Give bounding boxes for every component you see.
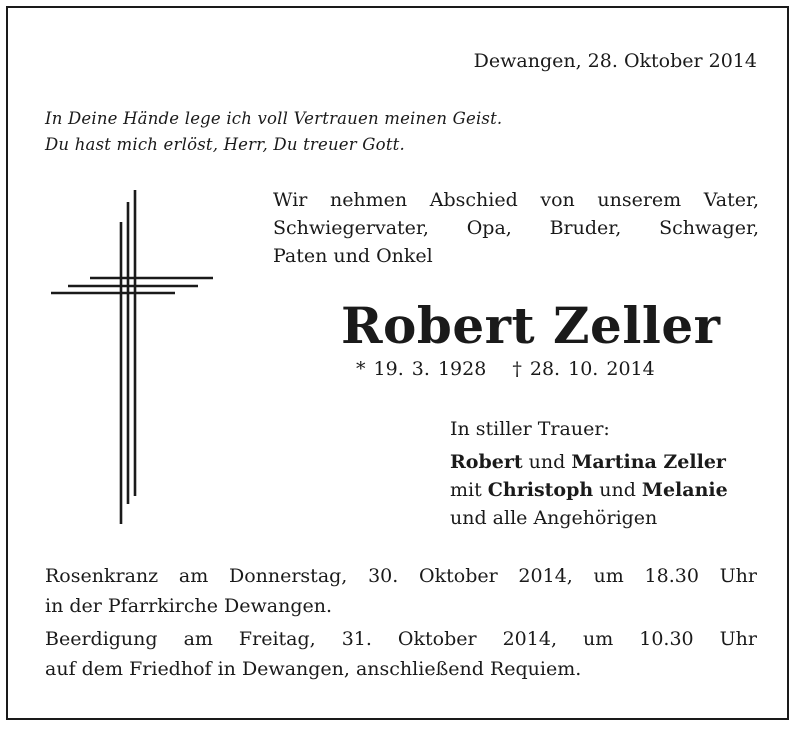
verse-line: In Deine Hände lege ich voll Vertrauen meinen Geist.: [45, 109, 503, 128]
obituary-notice: [6, 6, 789, 720]
farewell-line: Schwiegervater, Opa, Bruder, Schwager,: [273, 217, 759, 239]
funeral-line: auf dem Friedhof in Dewangen, anschließend Requiem.: [45, 658, 582, 680]
deceased-name: Robert Zeller: [341, 296, 721, 355]
rosary-info: [45, 561, 757, 621]
funeral-info: [45, 624, 757, 684]
farewell-line-last: Paten und Onkel: [273, 245, 433, 267]
farewell-line: Wir nehmen Abschied von unserem Vater,: [273, 189, 759, 211]
rosary-line: Rosenkranz am Donnerstag, 30. Oktober 2014, um 18.30 Uhr: [45, 565, 757, 587]
place-date: Dewangen, 28. Oktober 2014: [473, 50, 757, 72]
birth-date: * 19. 3. 1928: [356, 358, 487, 380]
mourner-name: Martina Zeller: [571, 451, 726, 473]
bible-verse: [45, 106, 502, 158]
mourning-heading: In stiller Trauer:: [450, 418, 610, 440]
rosary-line: in der Pfarrkirche Dewangen.: [45, 595, 333, 617]
life-dates: [356, 358, 655, 380]
latin-cross-icon: [48, 186, 223, 538]
mourners-line: mit Christoph und Melanie: [450, 479, 728, 501]
mourner-name: Robert: [450, 451, 523, 473]
mourners-line: Robert und Martina Zeller: [450, 451, 726, 473]
funeral-line: Beerdigung am Freitag, 31. Oktober 2014, um 10.30 Uhr: [45, 628, 757, 650]
mourner-name: Melanie: [641, 479, 728, 501]
farewell-text: [273, 186, 759, 270]
death-date: † 28. 10. 2014: [512, 358, 655, 380]
mourners-list: [450, 448, 728, 532]
mourner-name: Christoph: [487, 479, 594, 501]
verse-line: Du hast mich erlöst, Herr, Du treuer Gott.: [45, 135, 405, 154]
mourners-line: und alle Angehörigen: [450, 507, 658, 529]
